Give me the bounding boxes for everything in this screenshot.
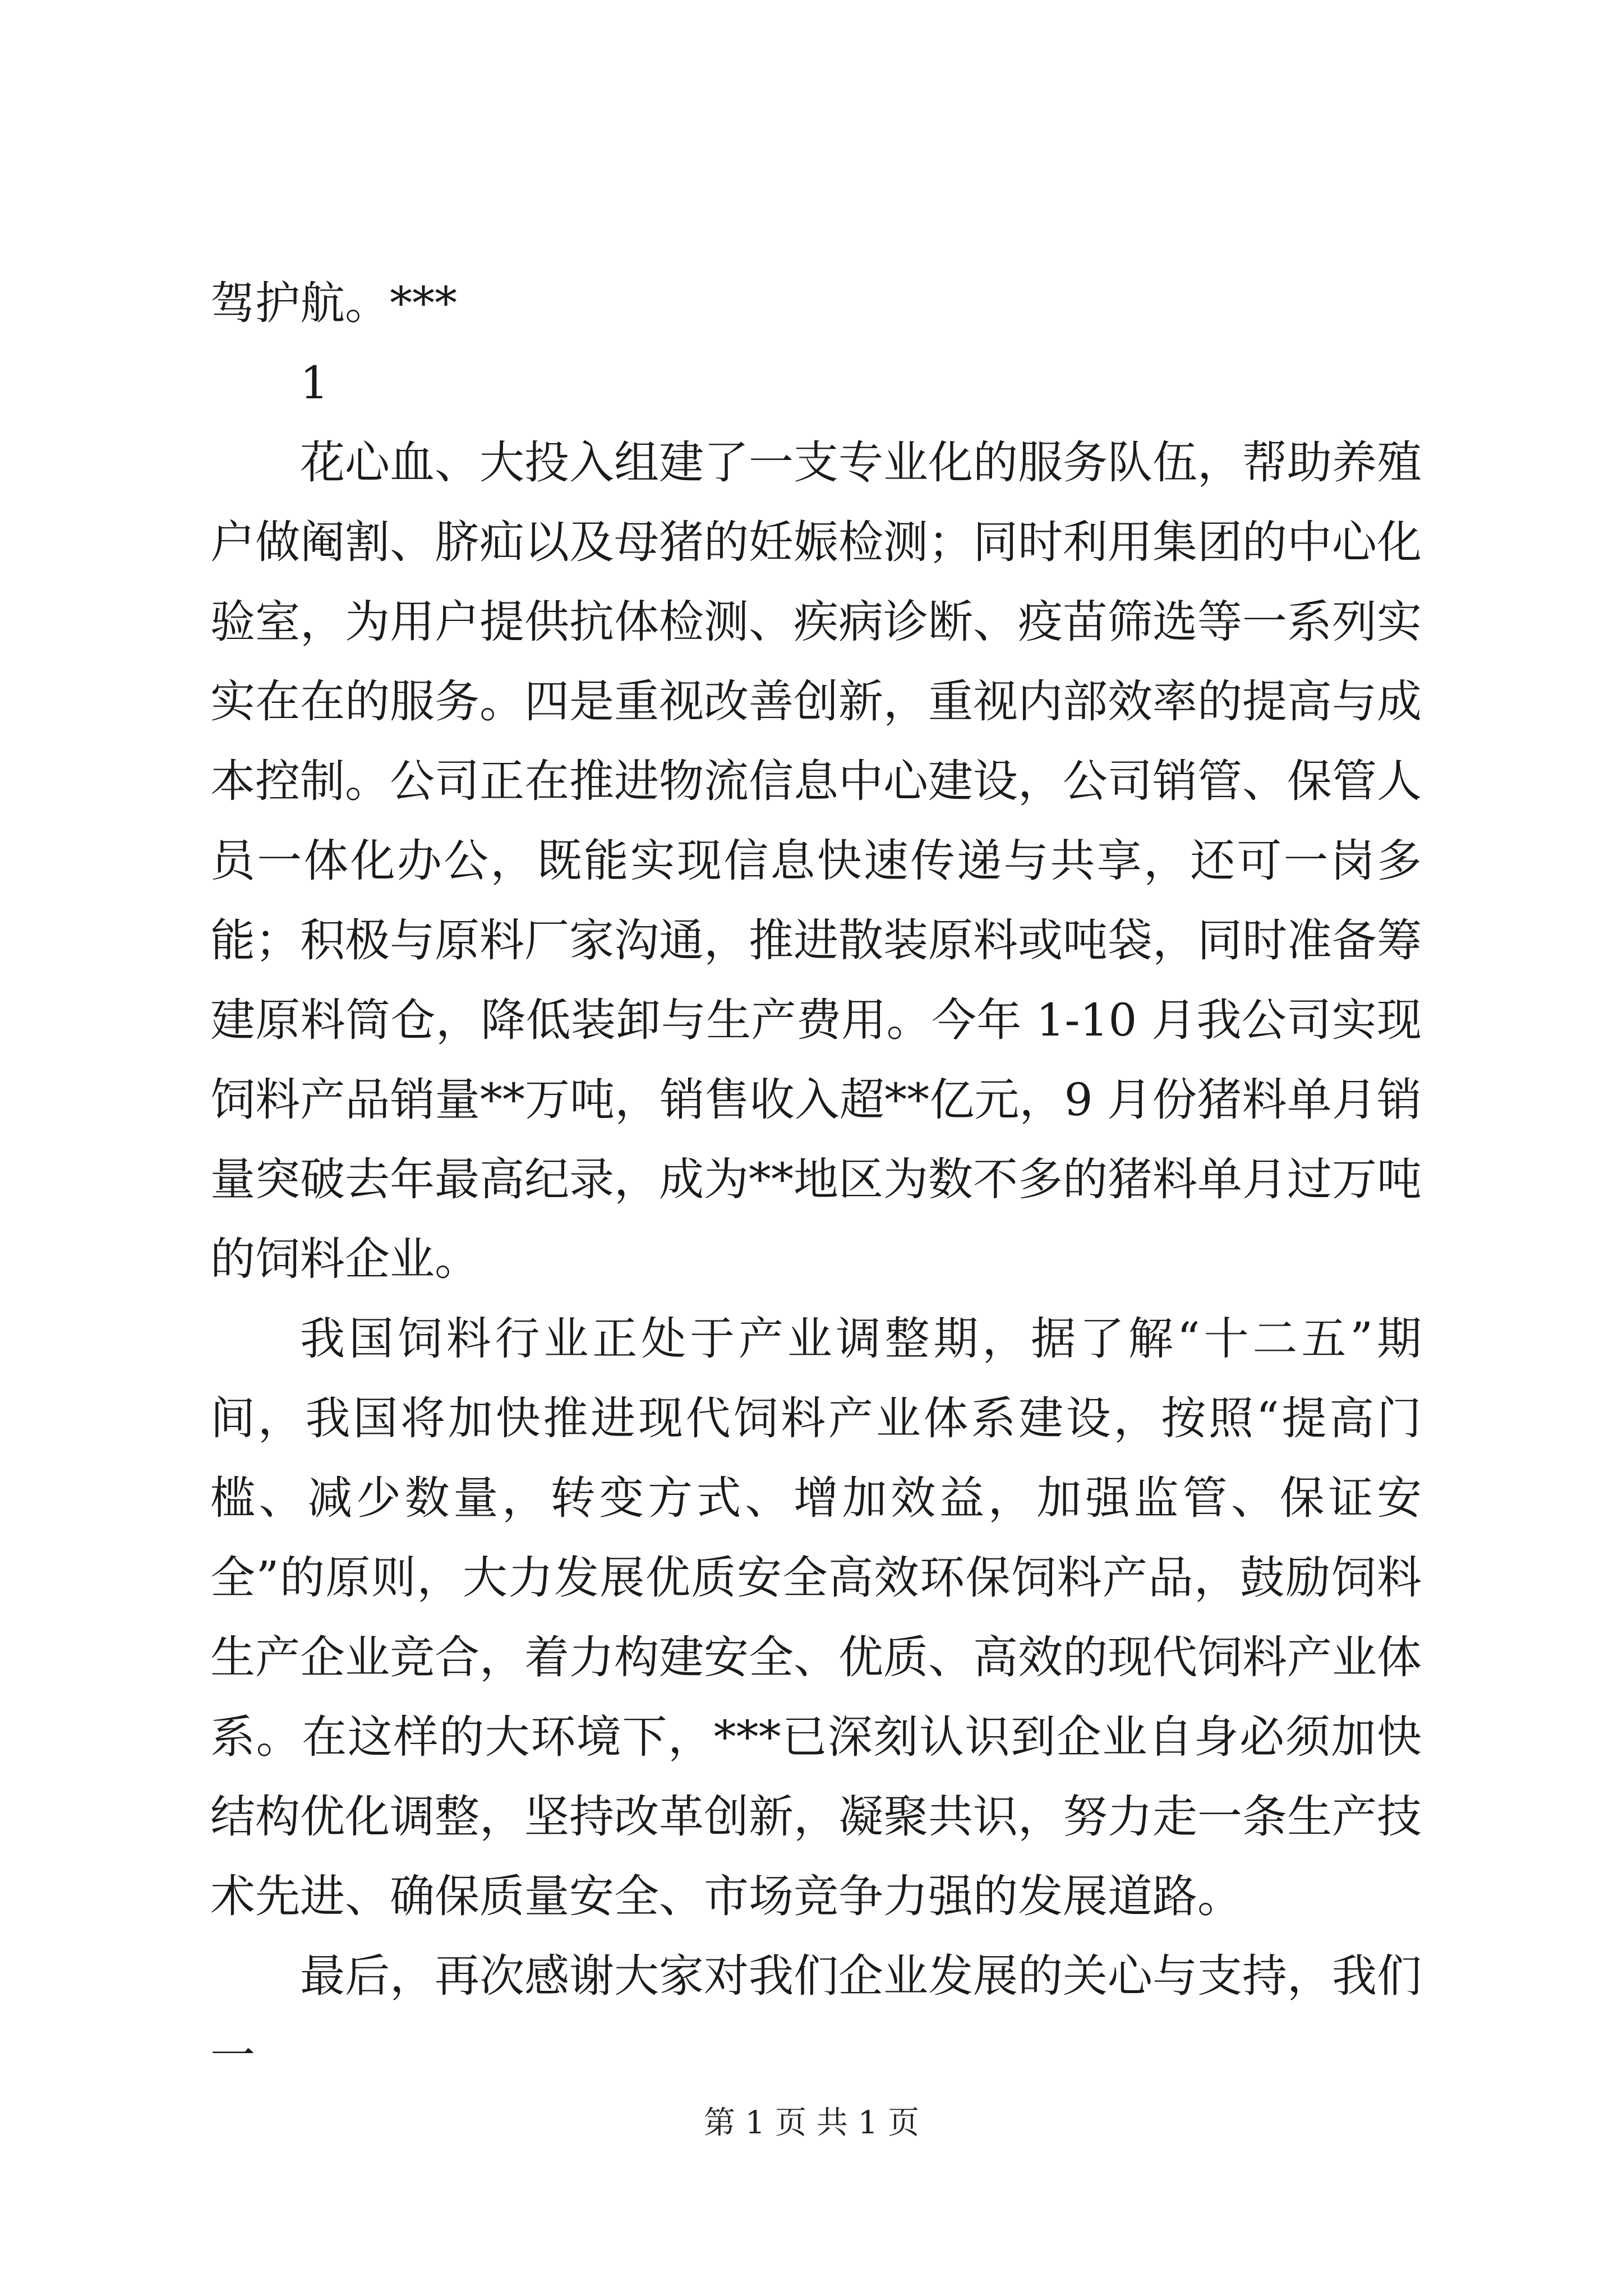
- paragraph-industry: 我国饲料行业正处于产业调整期，据了解“十二五”期间，我国将加快推进现代饲料产业体系建设，按照“提高门槛、减少数量，转变方式、增加效益，加强监管、保证安全”的原则，大力发展优质安全高效环保饲料产品，鼓励饲料生产企业竞合，着力构建安全、优质、高效的现代饲料产业体系。在这样的大环境下，***已深刻认识到企业自身必须加快结构优化调整，坚持改革创新，凝聚共识，努力走一条生产技术先进、确保质量安全、市场竞争力强的发展道路。: [210, 1313, 1422, 1922]
- paragraph-services: 花心血、大投入组建了一支专业化的服务队伍，帮助养殖户做阉割、脐疝以及母猪的妊娠检测；同时利用集团的中心化验室，为用户提供抗体检测、疾病诊断、疫苗筛选等一系列实实在在的服务。四是重视改善创新，重视内部效率的提高与成本控制。公司正在推进物流信息中心建设，公司销管、保管人员一体化办公，既能实现信息快速传递与共享，还可一岗多能；积极与原料厂家沟通，推进散装原料或吨袋，同时准备筹建原料筒仓，降低装卸与生产费用。今年 1-10 月我公司实现饲料产品销量**万吨，销售收入超**亿元，9 月份猪料单月销量突破去年最高纪录，成为**地区为数不多的猪料单月过万吨的饲料企业。: [210, 436, 1422, 1285]
- page-footer: 第 1 页 共 1 页: [703, 2105, 920, 2141]
- paragraph-page-marker: 1: [300, 357, 329, 409]
- paragraph-closing: 最后，再次感谢大家对我们企业发展的关心与支持，我们一: [210, 1950, 1422, 2082]
- document-body: [210, 264, 1422, 2096]
- paragraph-continuation: 驾护航。***: [210, 277, 457, 329]
